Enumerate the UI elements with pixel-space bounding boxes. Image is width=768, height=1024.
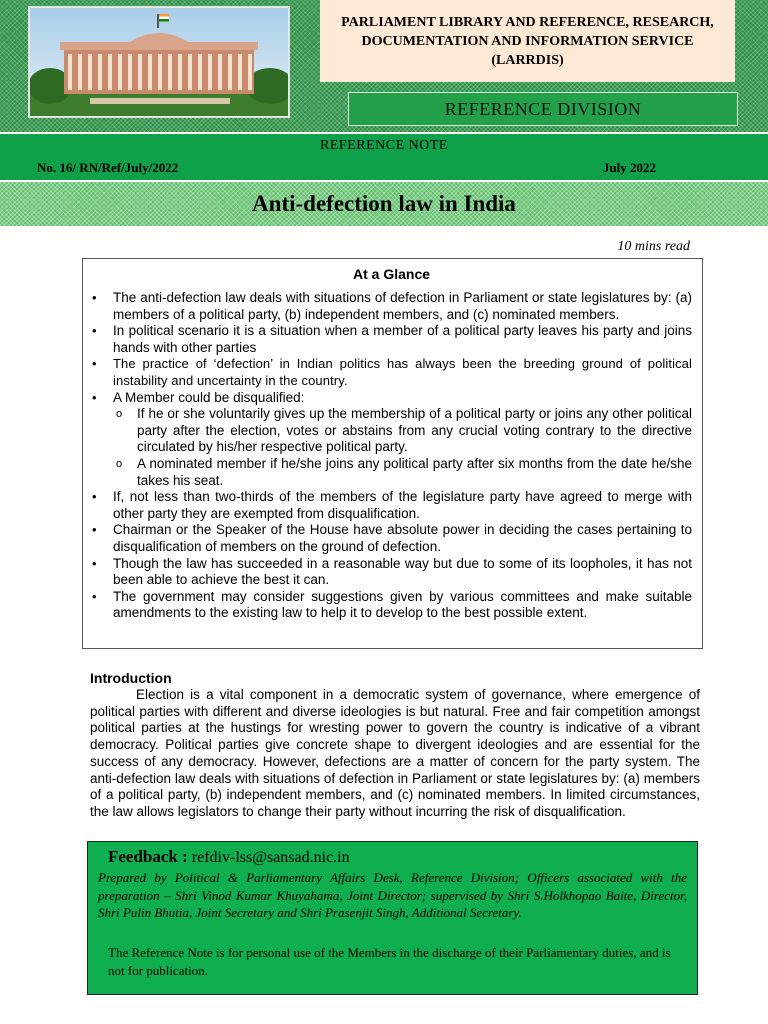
feedback-label: Feedback : — [108, 847, 188, 866]
prepared-by-text: Prepared by Political & Parliamentary Affairs Desk, Reference Division; Officers associated with the preparation – Shri Vinod Kumar Khuyahama, Joint Director; supervised by Shri S.Holkhopao Baite, Director, Shri Pulin Bhutia, Joint Secretary and Shri Prasenjit Singh, Additional Secretary. — [98, 870, 687, 920]
feedback-line — [108, 847, 687, 867]
introduction-heading: Introduction — [90, 670, 172, 686]
header-banner — [0, 0, 768, 132]
glance-list — [91, 290, 692, 622]
glance-item: • If, not less than two-thirds of the members of the legislature party have agreed to merge with other party they are exempted from disqualification. — [113, 489, 692, 522]
feedback-email-link[interactable]: refdiv-lss@sansad.nic.in — [191, 849, 350, 866]
parliament-building-icon — [30, 8, 288, 116]
note-number: No. 16/ RN/Ref/July/2022 — [37, 160, 179, 175]
glance-item: • The anti-defection law deals with situations of defection in Parliament or state legislatures by: (a) members of a political party, (b) independent members, and (c) nominated members. — [113, 290, 692, 323]
glance-subitem: o A nominated member if he/she joins any political party after six months from the date he/she takes his seat. — [137, 456, 692, 489]
introduction-paragraph: Election is a vital component in a democratic system of governance, where emergence of political parties with different and diverse ideologies is but natural. Free and fair competition amongst political parties at the hustings for wresting power to govern the country is indicative of a vibrant democracy. Political parties give concrete shape to divergent ideologies and are essential for the success of any democracy. However, defections are a matter of concern for the party system. The anti-defection law deals with situations of defection in Parliament or state legislatures by: (a) members of a political party, (b) independent members, and (c) nominated members. In limited circumstances, the law allows legislators to change their party without incurring the risk of disqualification. — [90, 687, 700, 819]
reference-note-label: REFERENCE NOTE — [320, 138, 448, 153]
glance-title: At a Glance — [352, 266, 431, 282]
read-time: 10 mins read — [617, 239, 690, 254]
glance-item-text: A Member could be disqualified: — [113, 389, 305, 405]
glance-subitem: o If he or she voluntarily gives up the membership of a political party or joins any other political party after the election, votes or abstains from any crucial voting contrary to the directive circulated by his/her respective political party. — [137, 406, 692, 456]
reference-note-band — [0, 134, 768, 180]
glance-item: • In political scenario it is a situation when a member of a political party leaves his party and joins hands with other parties — [113, 323, 692, 356]
glance-item: • Though the law has succeeded in a reasonable way but due to some of its loopholes, it has not been able to achieve the best it can. — [113, 556, 692, 589]
at-a-glance-box — [82, 258, 703, 649]
organization-name: PARLIAMENT LIBRARY AND REFERENCE, RESEARCH, DOCUMENTATION AND INFORMATION SERVICE (LARRDIS) — [320, 0, 735, 82]
note-date: July 2022 — [602, 160, 656, 175]
glance-sublist — [113, 406, 692, 489]
feedback-box — [87, 841, 698, 995]
glance-item: • The government may consider suggestions given by various committees and make suitable amendments to the existing law to help it to develop to the best possible extent. — [113, 589, 692, 622]
page-title: Anti-defection law in India — [252, 191, 516, 216]
parliament-building-image — [28, 6, 290, 118]
glance-item — [113, 390, 692, 490]
division-name: REFERENCE DIVISION — [348, 92, 738, 126]
usage-note: The Reference Note is for personal use of the Members in the discharge of their Parliamentary duties, and is not for publication. — [108, 944, 671, 978]
title-band — [0, 182, 768, 226]
glance-item: • The practice of ‘defection’ in Indian politics has always been the breeding ground of political instability and uncertainty in the country. — [113, 356, 692, 389]
glance-item: • Chairman or the Speaker of the House have absolute power in deciding the cases pertaining to disqualification of members on the ground of defection. — [113, 522, 692, 555]
